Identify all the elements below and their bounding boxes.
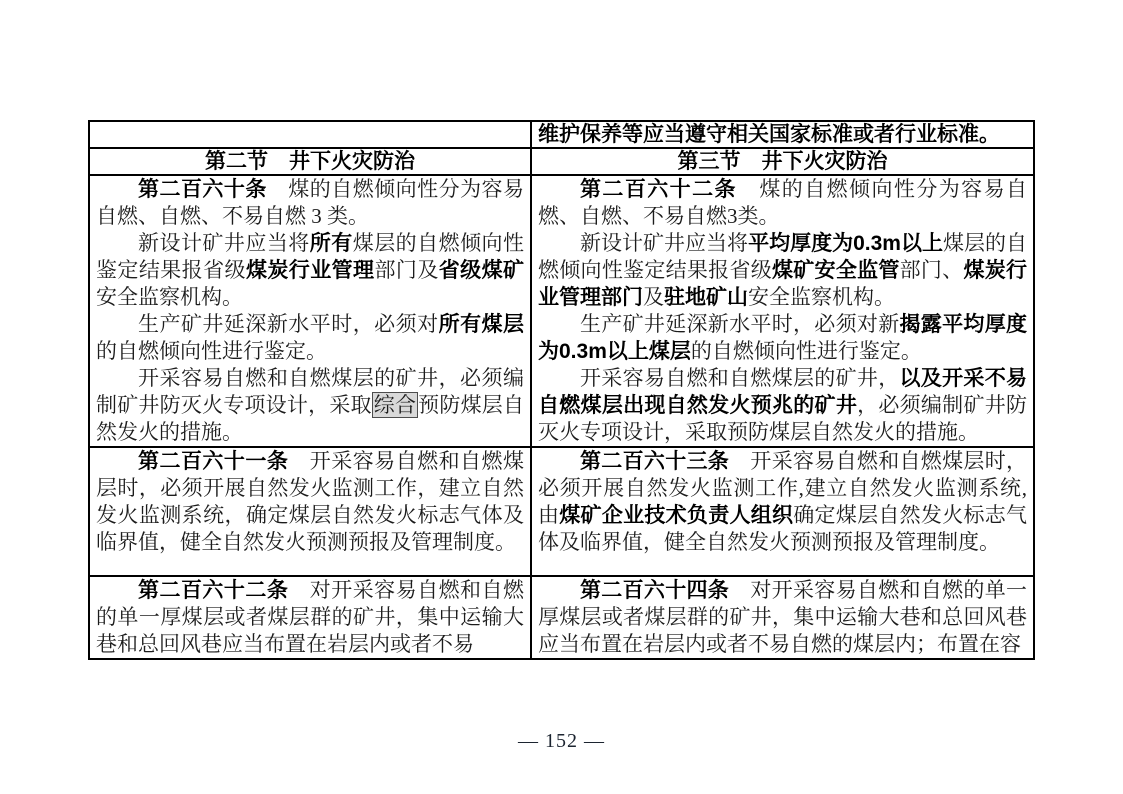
article-262-left-cell: [89, 576, 531, 659]
text-segment: 煤层的自燃倾向性鉴定结果报省级: [96, 231, 525, 282]
article-row-3: [89, 576, 1034, 659]
carryover-row: [89, 121, 1034, 148]
text-segment: 确定煤层自然发火标志气体及临界值，健全自然发火预测预报及管理制度。: [538, 503, 1028, 554]
paragraph: [96, 176, 524, 230]
bold-text-segment: 以及开采不易自燃煤层出现自然发火预兆的矿井: [538, 367, 1027, 417]
bold-text-segment: 所有: [309, 232, 353, 255]
paragraph: [538, 176, 1027, 230]
bold-text-segment: 揭露平均厚度为0.3m以上煤层: [538, 313, 1027, 363]
bold-text-segment: 第二百六十一条: [138, 450, 289, 473]
text-segment: 部门及: [374, 258, 439, 282]
article-263-cell: [531, 447, 1034, 576]
bold-text-segment: 煤炭行业管理: [245, 259, 375, 282]
text-segment: 开采容易自燃和自燃煤层的矿井，: [580, 366, 900, 390]
text-segment: 安全监察机构。: [748, 285, 895, 309]
paragraph: [538, 311, 1027, 365]
paragraph: [96, 448, 524, 556]
paragraph: [96, 365, 524, 446]
text-segment: 的自燃倾向性进行鉴定。: [690, 339, 922, 363]
text-segment: 新设计矿井应当将: [138, 231, 310, 255]
text-segment: 生产矿井延深新水平时，必须对新: [580, 312, 900, 336]
paragraph: [538, 448, 1027, 556]
bold-text-segment: 第二百六十三条: [580, 450, 730, 473]
text-segment: 及: [643, 285, 664, 309]
paragraph: [538, 577, 1027, 658]
paragraph: [538, 230, 1027, 311]
text-segment: 煤的自燃倾向性分为容易自燃、自燃、不易自燃 3 类。: [96, 177, 525, 228]
bold-text-segment: 第二百六十四条: [580, 579, 730, 602]
text-segment: 的自燃倾向性进行鉴定。: [96, 339, 327, 363]
regulation-comparison-table: [88, 120, 1035, 660]
bold-text-segment: 驻地矿山: [664, 286, 748, 309]
carryover-text: 维护保养等应当遵守相关国家标准或者行业标准。: [538, 123, 1000, 146]
bold-text-segment: 平均厚度为0.3m以上: [748, 232, 943, 255]
carryover-cell-right: [531, 121, 1034, 148]
article-262-cell: [531, 175, 1034, 447]
bold-text-segment: 煤矿安全监管: [772, 259, 900, 282]
text-segment: 开采容易自燃和自燃煤层的矿井，必须编制矿井防灭火专项设计，采取: [96, 366, 524, 417]
article-261-cell: [89, 447, 531, 576]
text-segment: 对开采容易自燃和自燃的单一厚煤层或者煤层群的矿井，集中运输大巷和总回风巷应当布置在岩层内或者不易: [96, 578, 525, 656]
text-segment: 开采容易自燃和自燃煤层时，必须开展自然发火监测工作，建立自然发火监测系统，确定煤层自然发火标志气体及临界值，健全自然发火预测预报及管理制度。: [96, 449, 525, 554]
highlighted-term: 综合: [373, 393, 417, 417]
text-segment: 新设计矿井应当将: [580, 231, 749, 255]
bold-text-segment: 第二百六十条: [138, 178, 267, 201]
carryover-cell-left: [89, 121, 531, 148]
text-segment: ，必须编制矿井防灭火专项设计，采取预防煤层自然发火的措施。: [538, 393, 1028, 444]
text-segment: 煤的自燃倾向性分为容易自燃、自燃、不易自燃3类。: [538, 177, 1028, 228]
article-row-1: [89, 175, 1034, 447]
bold-text-segment: 煤矿企业技术负责人组织: [559, 504, 794, 527]
article-260-cell: [89, 175, 531, 447]
text-segment: 安全监察机构。: [96, 285, 243, 309]
paragraph: [538, 365, 1027, 446]
page-number: — 152 —: [518, 730, 605, 752]
bold-text-segment: 所有煤层: [438, 313, 525, 336]
text-segment: 生产矿井延深新水平时，必须对: [138, 312, 439, 336]
section-header-right: 第三节 井下火灾防治: [531, 148, 1034, 175]
text-segment: 开采容易自燃和自燃煤层时，必须开展自然发火监测工作,建立自然发火监测系统,由: [538, 449, 1028, 527]
article-row-2: [89, 447, 1034, 576]
bold-text-segment: 第二百六十二条: [580, 178, 737, 201]
section-header-left: 第二节 井下火灾防治: [89, 148, 531, 175]
text-segment: 对开采容易自燃和自燃的单一厚煤层或者煤层群的矿井，集中运输大巷和总回风巷应当布置在岩层内或者不易自燃的煤层内；布置在容: [538, 578, 1028, 656]
paragraph: [96, 577, 524, 658]
bold-text-segment: 煤炭行业管理部门: [538, 259, 1028, 309]
article-264-cell: [531, 576, 1034, 659]
text-segment: 预防煤层自然发火的措施。: [96, 393, 525, 444]
bold-text-segment: 省级煤矿: [438, 259, 525, 282]
section-header-row: [89, 148, 1034, 175]
paragraph: [96, 311, 524, 365]
paragraph: [96, 230, 524, 311]
text-segment: 煤层的自燃倾向性鉴定结果报省级: [538, 231, 1028, 282]
bold-text-segment: 第二百六十二条: [138, 579, 289, 602]
text-segment: 部门、: [899, 258, 964, 282]
